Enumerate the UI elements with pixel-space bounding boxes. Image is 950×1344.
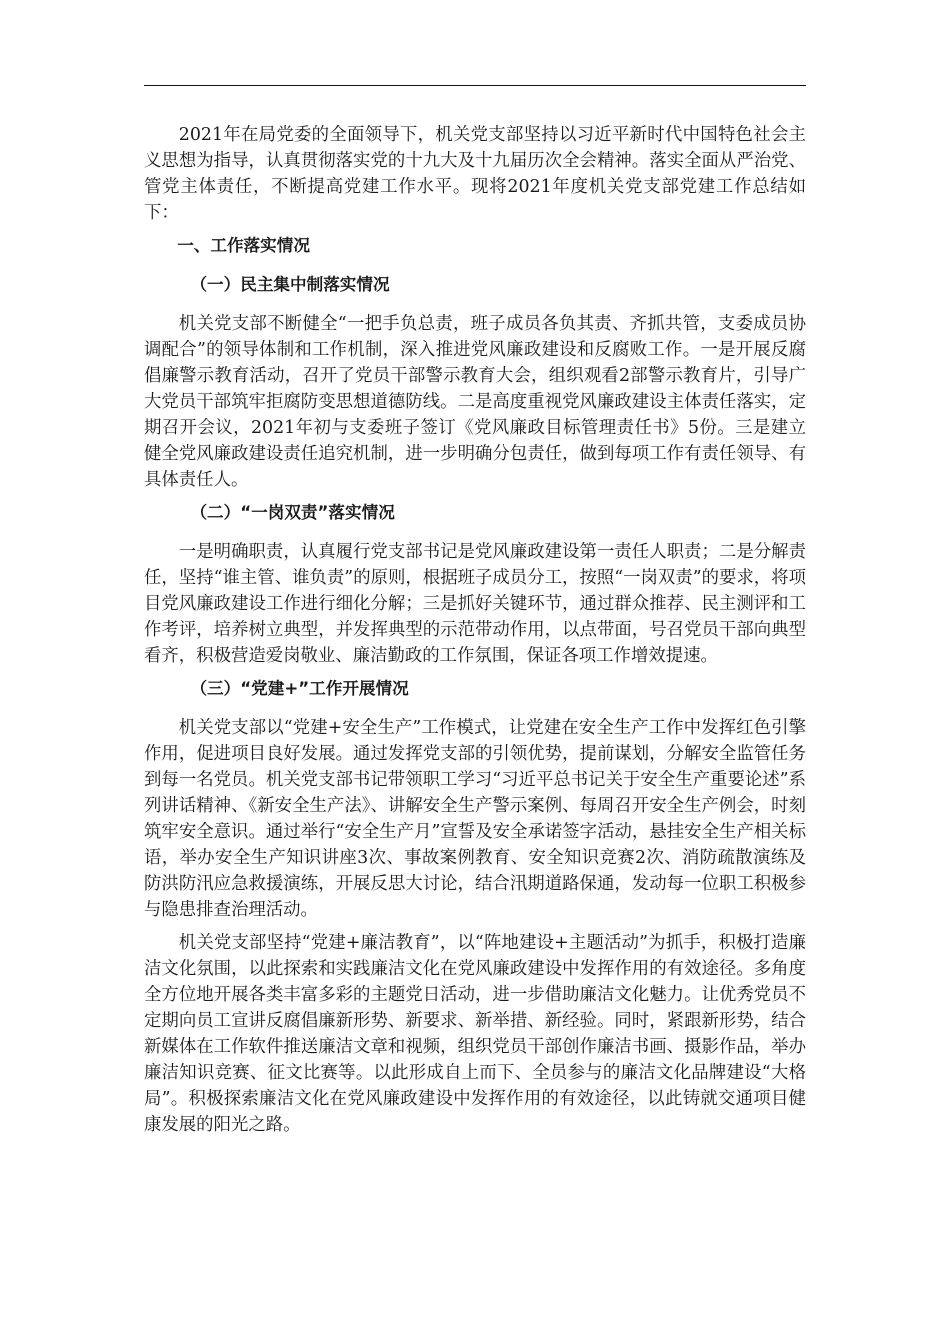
section-heading-work-status: 一、工作落实情况 — [177, 236, 310, 255]
header-rule — [144, 85, 806, 86]
subsection-heading-one-post-two-duties: （二）“一岗双责”落实情况 — [190, 503, 395, 522]
intro-paragraph: 2021年在局党委的全面领导下，机关党支部坚持以习近平新时代中国特色社会主义思想为指导，认真贯彻落实党的十九大及十九届历次全会精神。落实全面从严治党、管党主体责任，不断提高党建工作水平。现将2021年度机关党支部党建工作总结如下： — [144, 125, 806, 223]
paragraph-safety-production: 机关党支部以“党建+安全生产”工作模式，让党建在安全生产工作中发挥红色引擎作用，促进项目良好发展。通过发挥党支部的引领优势，提前谋划，分解安全监管任务到每一名党员。机关党支部书记带领职工学习“习近平总书记关于安全生产重要论述”系列讲话精神、《新安全生产法》、讲解安全生产警示案例、每周召开安全生产例会，时刻筑牢安全意识。通过举行“安全生产月”宣誓及安全承诺签字活动，悬挂安全生产相关标语，举办安全生产知识讲座3次、事故案例教育、安全知识竞赛2次、消防疏散演练及防洪防汛应急救援演练，开展反思大讨论，结合汛期道路保通，发动每一位职工积极参与隐患排查治理活动。 — [144, 718, 806, 920]
paragraph-integrity-education: 机关党支部坚持“党建+廉洁教育”，以“阵地建设+主题活动”为抓手，积极打造廉洁文化氛围，以此探索和实践廉洁文化在党风廉政建设中发挥作用的有效途径。多角度全方位地开展各类丰富多彩的主题党日活动，进一步借助廉洁文化魅力。让优秀党员不定期向员工宣讲反腐倡廉新形势、新要求、新举措、新经验。同时，紧跟新形势，结合新媒体在工作软件推送廉洁文章和视频，组织党员干部创作廉洁书画、摄影作品，举办廉洁知识竞赛、征文比赛等。以此形成自上而下、全员参与的廉洁文化品牌建设“大格局”。积极探索廉洁文化在党风廉政建设中发挥作用的有效途径，以此铸就交通项目健康发展的阳光之路。 — [144, 933, 806, 1135]
paragraph-one-post-two-duties: 一是明确职责，认真履行党支部书记是党风廉政建设第一责任人职责；二是分解责任，坚持“谁主管、谁负责”的原则，根据班子成员分工，按照“一岗双责”的要求，将项目党风廉政建设工作进行细化分解；三是抓好关键环节，通过群众推荐、民主测评和工作考评，培养树立典型，并发挥典型的示范带动作用，以点带面，号召党员干部向典型看齐，积极营造爱岗敬业、廉洁勤政的工作氛围，保证各项工作增效提速。 — [144, 542, 806, 666]
subsection-heading-party-building-plus: （三）“党建+”工作开展情况 — [190, 679, 409, 698]
subsection-heading-democratic-centralism: （一）民主集中制落实情况 — [190, 275, 390, 294]
document-body — [144, 122, 806, 1145]
paragraph-democratic-centralism: 机关党支部不断健全“一把手负总责，班子成员各负其责、齐抓共管，支委成员协调配合”的领导体制和工作机制，深入推进党风廉政建设和反腐败工作。一是开展反腐倡廉警示教育活动，召开了党员干部警示教育大会，组织观看2部警示教育片，引导广大党员干部筑牢拒腐防变思想道德防线。二是高度重视党风廉政建设主体责任落实，定期召开会议，2021年初与支委班子签订《党风廉政目标管理责任书》5份。三是建立健全党风廉政建设责任追究机制，进一步明确分包责任，做到每项工作有责任领导、有具体责任人。 — [144, 314, 806, 490]
